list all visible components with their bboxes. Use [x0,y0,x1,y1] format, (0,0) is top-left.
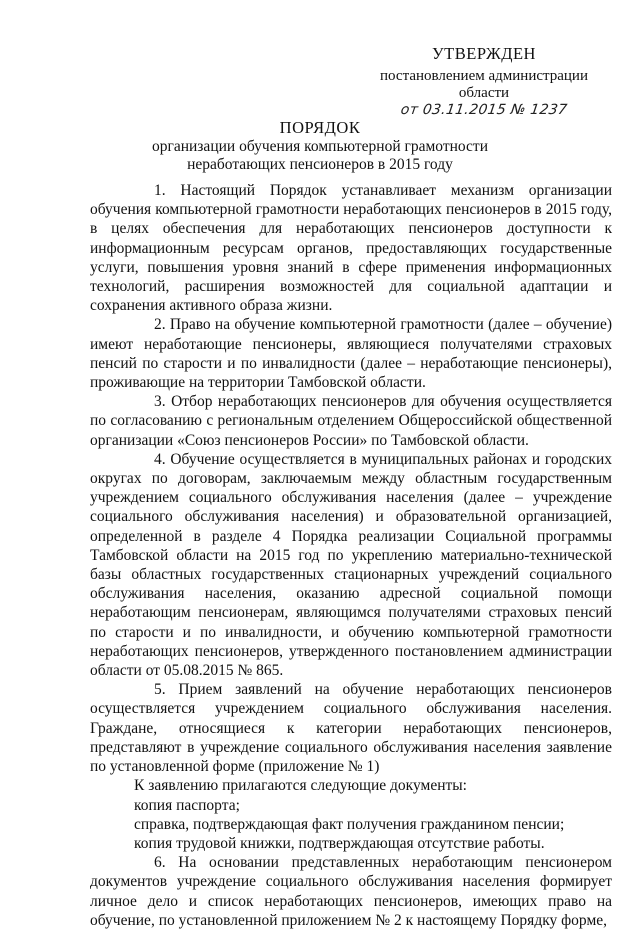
document-subtitle-line-1: организации обучения компьютерной грамотности [151,138,488,155]
handwritten-date-number: от 03.11.2015 № 1237 [399,102,569,118]
paragraph-1: 1. Настоящий Порядок устанавливает механизм организации обучения компьютерной грамотности неработающих пенсионеров в 2015 году, в целях обеспечения для неработающих пенсионеров доступности к информационным ресурсам органов, предоставляющих государственные услуги, повышения уровня знаний в сфере применения информационных технологий, расширения возможностей для социальной адаптации и сохранения активного образа жизни. [90,182,612,315]
documents-intro: К заявлению прилагаются следующие документы: [134,777,467,795]
paragraph-3: 3. Отбор неработающих пенсионеров для обучения осуществляется по согласованию с региональным отделением Общероссийской общественной организации «Союз пенсионеров России» по Тамбовской области. [90,393,612,449]
paragraph-4: 4. Обучение осуществляется в муниципальных районах и городских округах по договорам, заключаемым между областным государственным учреждением социального обслуживания населения (далее – учреждение социального обслуживания населения) и образовательной организацией, определенной в разделе 4 Порядка реализации Социальной программы Тамбовской области на 2015 год по укреплению материально-технической базы областных государственных стационарных учреждений социального обслуживания населения, оказанию адресной социальной помощи неработающим пенсионерам, являющимся получателями страховых пенсий по старости и по инвалидности, и обучению компьютерной грамотности неработающих пенсионеров, утвержденного постановлением администрации области от 05.08.2015 № 865. [90,450,612,680]
document-subtitle-line-2: неработающих пенсионеров в 2015 году [187,156,453,173]
document-heading [0,118,640,174]
approval-title: УТВЕРЖДЕН [432,44,536,63]
document-item-1: копия паспорта; [134,796,240,814]
approval-stamp [364,44,604,118]
paragraph-6: 6. На основании представленных неработающим пенсионером документов учреждение социального обслуживания населения формирует личное дело и список неработающих пенсионеров, имеющих право на обучение, по установленной приложением № 2 к настоящему Порядку форме, [90,854,612,929]
document-item-3: копия трудовой книжки, подтверждающая отсутствие работы. [134,834,545,852]
approval-line: постановлением администрации области [380,68,588,101]
document-item-2: справка, подтверждающая факт получения гражданином пенсии; [134,815,565,833]
paragraph-2: 2. Право на обучение компьютерной грамотности (далее – обучение) имеют неработающие пенсионеры, являющиеся получателями страховых пенсий по старости и по инвалидности (далее – неработающие пенсионеры), проживающие на территории Тамбовской области. [90,316,612,392]
document-title: ПОРЯДОК [279,118,361,137]
document-body [90,181,612,930]
paragraph-5: 5. Прием заявлений на обучение неработающих пенсионеров осуществляется учреждением социального обслуживания населения. Граждане, относящиеся к категории неработающих пенсионеров, представляют в учреждение социального обслуживания населения заявление по установленной форме (приложение № 1) [90,681,612,776]
